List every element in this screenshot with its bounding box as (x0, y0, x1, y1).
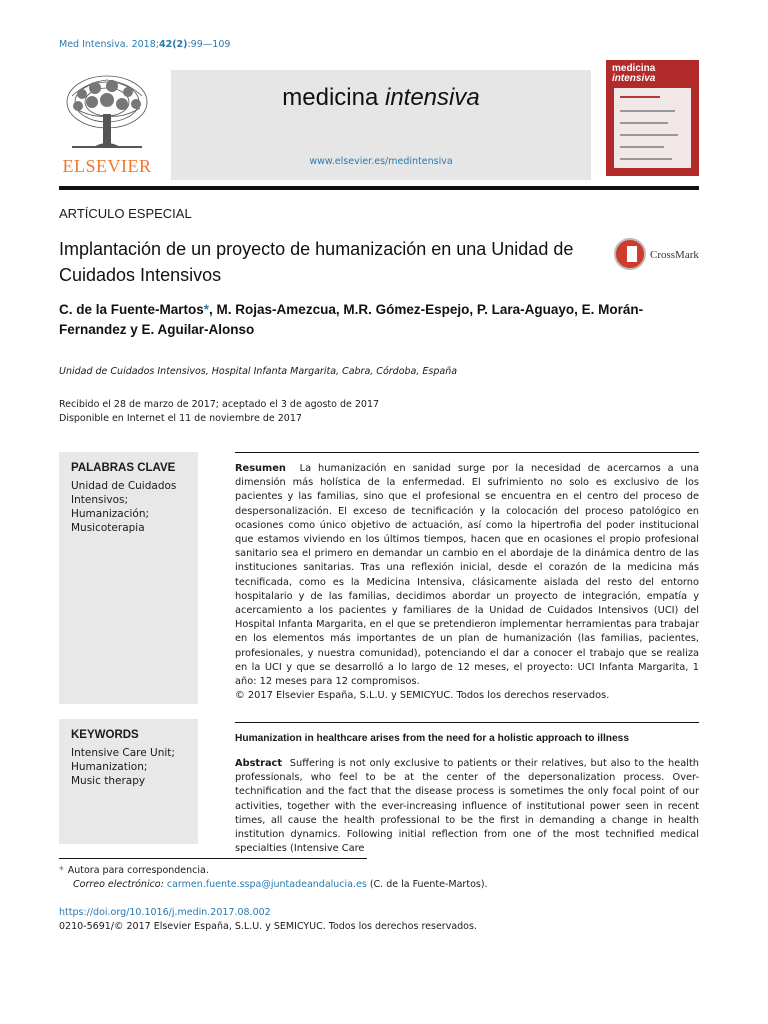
cover-line (620, 158, 672, 160)
journal-url-link[interactable]: www.elsevier.es/medintensiva (309, 156, 453, 167)
keywords-es-list (71, 479, 196, 535)
resumen-divider (235, 452, 699, 453)
email-label: Correo electrónico: (73, 879, 164, 890)
journal-ref-prefix: Med Intensiva. 2018; (59, 39, 159, 50)
doi-link[interactable]: https://doi.org/10.1016/j.medin.2017.08.002 (59, 907, 271, 918)
crossmark-icon (614, 238, 646, 270)
crossmark-button[interactable] (614, 238, 704, 274)
journal-ref-volume: 42(2) (158, 39, 188, 50)
footnote-marker: * (59, 865, 64, 876)
article-dates (59, 398, 379, 426)
article-type: ARTÍCULO ESPECIAL (59, 206, 192, 221)
corresponding-author-marker[interactable]: * (203, 302, 210, 317)
elsevier-wordmark: ELSEVIER (62, 156, 152, 176)
crossmark-flag (627, 246, 637, 262)
cover-line (620, 110, 675, 112)
keywords-en-heading: KEYWORDS (71, 729, 139, 741)
journal-name (171, 84, 591, 112)
email-link[interactable]: carmen.fuente.sspa@juntadeandalucia.es (166, 879, 367, 890)
keywords-en-list (71, 746, 196, 788)
resumen-section (235, 462, 699, 703)
email-suffix: (C. de la Fuente-Martos). (366, 879, 488, 890)
journal-name-part1: medicina (282, 84, 385, 111)
header-divider (59, 186, 699, 190)
author-first: C. de la Fuente-Martos (59, 302, 204, 317)
footnote (59, 864, 488, 892)
abstract-text: Suffering is not only exclusive to patients or their relatives, but also to the health professionals, who feel to be at the center of the depersonalization process. Over-technification and the fact that the disease process is sometimes the only focal point of our activities, together with the ever-increasing influence of institutional power seen in recent times, all cause the health professional to be the first in demanding a change in health institution dynamics. Following initial reflection from one of the most technified medical specialties (Intensive Care (235, 758, 699, 855)
abstract-label: Abstract (235, 758, 283, 769)
keyword-item: Music therapy (71, 775, 146, 787)
cover-content (614, 88, 691, 168)
cover-line (620, 122, 668, 124)
english-title: Humanization in healthcare arises from the need for a holistic approach to illness (235, 733, 630, 744)
keyword-item: Musicoterapia (71, 522, 145, 534)
cover-line (620, 134, 678, 136)
keywords-en-box (59, 719, 198, 844)
cover-line (620, 146, 664, 148)
journal-reference[interactable] (59, 39, 230, 50)
received-accepted-date: Recibido el 28 de marzo de 2017; aceptado el 3 de agosto de 2017 (59, 399, 380, 410)
keyword-item: Humanización; (71, 508, 150, 520)
cover-title-line1: medicina (612, 63, 656, 74)
resumen-label: Resumen (235, 463, 286, 474)
footnote-divider (59, 858, 367, 859)
affiliation: Unidad de Cuidados Intensivos, Hospital Infanta Margarita, Cabra, Córdoba, España (59, 366, 458, 377)
cover-title (612, 64, 697, 84)
abstract-section (235, 757, 699, 855)
article-title: Implantación de un proyecto de humanización en una Unidad de Cuidados Intensivos (59, 239, 574, 285)
journal-name-part2: intensiva (384, 84, 480, 111)
resumen-text: La humanización en sanidad surge por la necesidad de acercarnos a una dimensión más holística de la enfermedad. El sufrimiento no solo es exclusivo de los pacientes y las familias, sino que el profesional se encuentra en el centro del proceso de despersonalización. El exceso de tecnificación y la colocación del proceso patológico en ocasiones como único objetivo de actuación, así como la hipertrofia del poder institucional que estamos viviendo en los últimos tiempos, hacen que en ocasiones el propio profesional sanitario sea el primero en demandar un cambio en el abordaje de la dinámica dentro de las instituciones sanitarias. Tras una reflexión inicial, desde el corazón de la medicina más tecnificada, como es la Medicina Intensiva, clásicamente aislada del resto del entorno hospitalario y de las familias, decidimos abordar un proyecto de integración, empatía y acercamiento a los pacientes y familiares de la Unidad de Cuidados Intensivos (UCI) del Hospital Infanta Margarita, en el que se pretendieron implementar herramientas para trabajar en los elementos más importantes de un plan de humanización (las familias, pacientes, profesionales, y nuestra comunidad), potenciando el dar a conocer el trabajo que se realiza en la UCI y que se desarrolló a lo largo de 12 meses, el proyecto: UCI Infanta Margarita, 1 año: 12 meses para 12 compromisos. (235, 463, 699, 688)
keyword-item: Intensive Care Unit; (71, 747, 175, 759)
keyword-item: Humanization; (71, 761, 148, 773)
cover-title-line2: intensiva (612, 73, 656, 84)
journal-cover-thumbnail[interactable] (606, 60, 699, 176)
resumen-copyright: © 2017 Elsevier España, S.L.U. y SEMICYUC. Todos los derechos reservados. (235, 690, 610, 702)
footnote-corresponding: Autora para correspondencia. (67, 865, 209, 876)
crossmark-label: CrossMark (650, 249, 699, 261)
issn-copyright: 0210-5691/© 2017 Elsevier España, S.L.U. y SEMICYUC. Todos los derechos reservados. (59, 921, 477, 932)
keyword-item: Unidad de Cuidados Intensivos; (71, 480, 177, 506)
keywords-es-heading: PALABRAS CLAVE (71, 462, 176, 474)
abstract-divider (235, 722, 699, 723)
elsevier-tree-icon (62, 72, 152, 154)
cover-line (620, 96, 660, 98)
authors-rest: , M. Rojas-Amezcua, M.R. Gómez-Espejo, P. Lara-Aguayo, E. Morán-Fernandez y E. Aguilar-Alonso (59, 302, 644, 337)
journal-ref-pages: :99—109 (187, 39, 231, 50)
author-list (59, 300, 699, 340)
keywords-es-box (59, 452, 198, 704)
online-date: Disponible en Internet el 11 de noviembre de 2017 (59, 413, 302, 424)
